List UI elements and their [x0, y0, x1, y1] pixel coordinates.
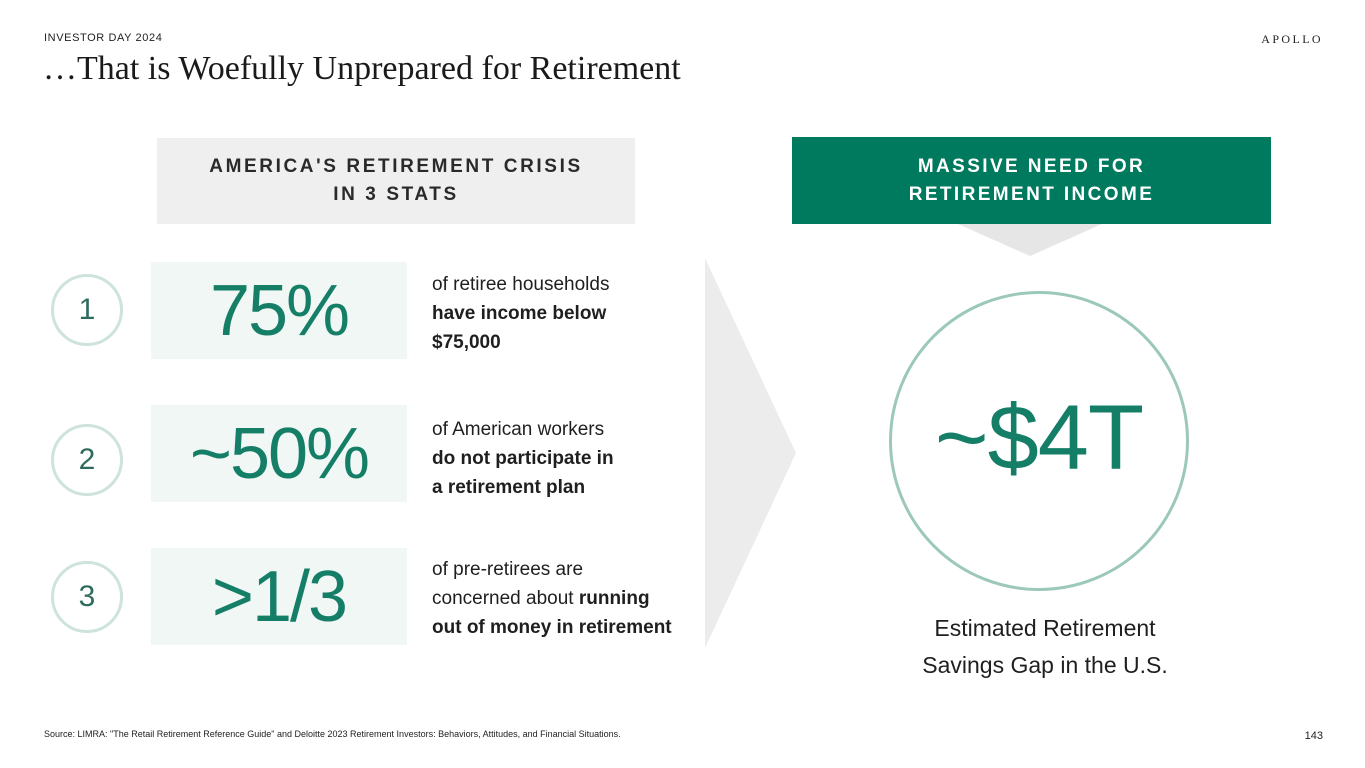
stat-value-box-3 [151, 548, 407, 645]
stat-value: ~50% [189, 413, 369, 494]
brand-logo: APOLLO [1261, 32, 1323, 46]
savings-gap-caption: Estimated Retirement Savings Gap in the U.S. [922, 615, 1168, 678]
stat-number-circle-1 [51, 274, 123, 346]
stat-number-circle-2 [51, 424, 123, 496]
chevron-arrow-shape [705, 258, 796, 648]
stat-value-box-2 [151, 405, 407, 502]
stat-desc-emphasis: $75,000 [432, 332, 501, 353]
left-panel-heading: AMERICA'S RETIREMENT CRISIS IN 3 STATS [209, 156, 583, 205]
stat-number: 2 [78, 443, 96, 476]
stat-description-3 [432, 555, 672, 642]
stat-desc-emphasis: have income below [432, 303, 607, 324]
stat-number: 1 [78, 293, 96, 326]
source-footnote: Source: LIMRA: "The Retail Retirement Reference Guide" and Deloitte 2023 Retirement Investors: Behaviors, Attitudes, and Financial Situations. [44, 729, 621, 739]
right-panel-heading: MASSIVE NEED FOR RETIREMENT INCOME [908, 155, 1155, 205]
stat-desc-emphasis: a retirement plan [432, 477, 586, 498]
stat-number: 3 [78, 580, 96, 613]
stat-desc-line: of American workers [432, 419, 605, 440]
page-title: …That is Woefully Unprepared for Retirement [43, 50, 681, 87]
stat-number-circle-3 [51, 561, 123, 633]
stat-description-1 [432, 270, 609, 357]
stat-desc-line [432, 584, 672, 613]
stat-desc-line: of retiree households [432, 274, 610, 295]
header-pointer-triangle [958, 224, 1102, 256]
savings-gap-circle [889, 291, 1189, 591]
left-panel-header [157, 138, 635, 224]
stat-value: 75% [209, 270, 349, 351]
stat-desc-line: of pre-retirees are [432, 559, 584, 580]
stat-description-2 [432, 415, 614, 502]
stat-desc-emphasis: running [578, 588, 650, 609]
page-number: 143 [1304, 730, 1323, 742]
savings-gap-figure: ~$4T [934, 386, 1144, 489]
stat-desc-emphasis: out of money in retirement [432, 617, 672, 638]
stat-desc-emphasis: do not participate in [432, 448, 614, 469]
stat-value: >1/3 [211, 556, 347, 637]
stat-value-box-1 [151, 262, 407, 359]
right-panel-header [792, 137, 1271, 224]
stat-desc-plain: concerned about [432, 588, 579, 609]
eyebrow-label: INVESTOR DAY 2024 [44, 32, 163, 44]
